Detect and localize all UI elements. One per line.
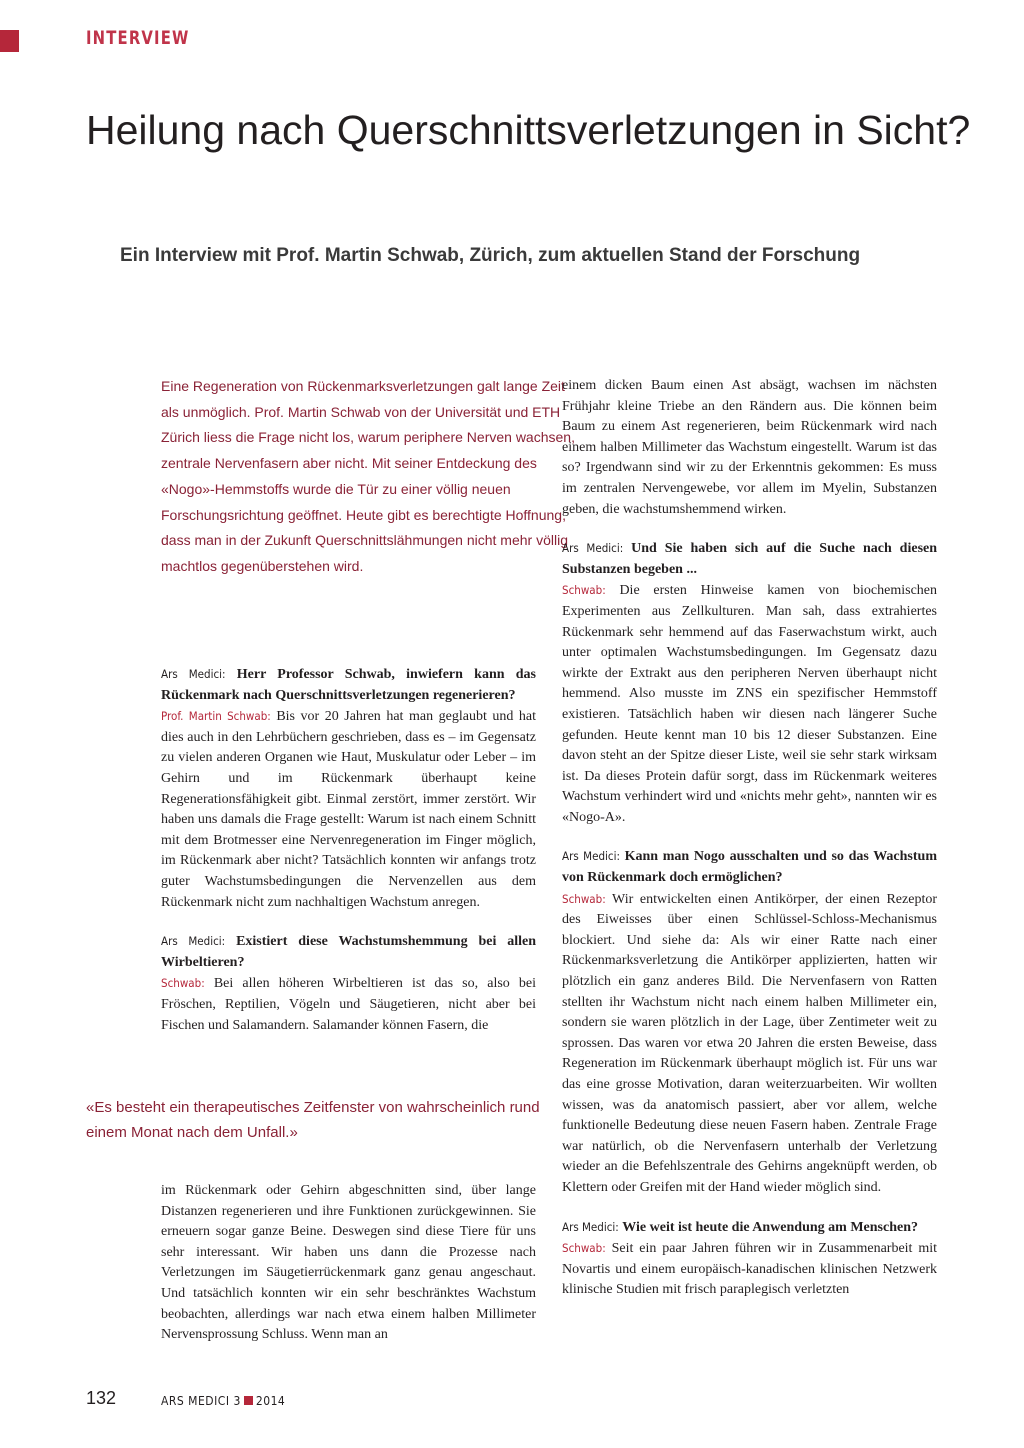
journal-name: ARS MEDICI 3 bbox=[161, 1394, 241, 1408]
question bbox=[562, 538, 937, 580]
answer bbox=[161, 706, 536, 913]
answer-speaker: Schwab: bbox=[161, 976, 205, 991]
question bbox=[161, 664, 536, 706]
question-speaker: Ars Medici: bbox=[161, 667, 226, 681]
question bbox=[562, 846, 937, 888]
answer-speaker: Schwab: bbox=[562, 891, 606, 906]
question-text: Und Sie haben sich auf die Suche nach diesen Substanzen begeben ... bbox=[562, 541, 938, 577]
pull-quote: «Es besteht ein therapeutisches Zeitfenster von wahrscheinlich rund einem Monat nach dem Unfall.» bbox=[86, 1099, 540, 1141]
right-column bbox=[562, 376, 937, 1301]
answer bbox=[161, 973, 536, 1036]
question-text: Herr Professor Schwab, inwiefern kann das Rückenmark nach Querschnittsverletzungen regenerieren? bbox=[161, 667, 536, 703]
question bbox=[562, 1217, 937, 1239]
answer-speaker: Prof. Martin Schwab: bbox=[161, 709, 271, 724]
answer bbox=[562, 580, 937, 828]
left-column-lower bbox=[161, 1181, 536, 1346]
question-text: Existiert diese Wachstumshemmung bei allen Wirbeltieren? bbox=[161, 934, 537, 970]
answer bbox=[562, 1238, 937, 1301]
article-subtitle: Ein Interview mit Prof. Martin Schwab, Zürich, zum aktuellen Stand der Forschung bbox=[120, 245, 861, 266]
answer-text: Seit ein paar Jahren führen wir in Zusammenarbeit mit Novartis und einem europäisch-kanadischen klinischen Netzwerk klinische Studien mit frisch paraplegisch verletzten bbox=[562, 1241, 937, 1298]
question-text: Kann man Nogo ausschalten und so das Wachstum von Rückenmark doch ermöglichen? bbox=[562, 849, 937, 886]
question-speaker: Ars Medici: bbox=[562, 1219, 619, 1234]
answer bbox=[562, 889, 937, 1199]
article-title: Heilung nach Querschnittsverletzungen in Sicht? bbox=[86, 107, 971, 153]
separator-square bbox=[244, 1396, 253, 1405]
answer-text: Bis vor 20 Jahren hat man geglaubt und hat dies auch in den Lehrbüchern geschrieben, dass es – im Gegensatz zu vielen anderen Organen wie Haut, Muskulatur oder Leber – im Gehirn und im Rückenmark überhaupt keine Regenerationsfähigkeit gibt. Einmal zerstört, immer zerstört. Wir haben uns damals die Frage gestellt: Warum ist nach einem Schnitt mit dem Brotmesser eine Nervenregeneration im Finger möglich, im Rückenmark aber nicht? Tatsächlich konnten wir anfangs trotz guter Wachstumsbedingungen die Nervenzellen aus dem Rückenmark nicht zum nachhaltigen Wachstum anregen. bbox=[161, 709, 537, 910]
journal-footer bbox=[161, 1394, 285, 1408]
question bbox=[161, 931, 536, 973]
question-speaker: Ars Medici: bbox=[562, 541, 624, 556]
answer-text: Wir entwickelten einen Antikörper, der einen Rezeptor des Eiweisses über einen Schlüssel-Schloss-Mechanismus blockiert. Und siehe da: Als wir einer Ratte nach einer Rückenmarksverletzung die Antikörper applizierten, hatten wir plötzlich ein ganz anderes Bild. Die Nervenfasern von Ratten stellten ihr Wachstum nicht nach einem halben Millimeter ein, sondern sie waren plötzlich in der Lage, über Zentimeter weit zu sprossen. Das waren vor etwa 20 Jahren die ersten Beweise, dass Regeneration im Rückenmark überhaupt möglich ist. Für uns war das eine grosse Motivation, daran weiterzuarbeiten. Wir wollten wissen, was da anatomisch passiert, aber vor allem, welche funktionelle Bedeutung diese neuen Fasern haben. Zentrale Frage war natürlich, ob die Nervenfasern unterhalb der Verletzung wieder an die Befehlszentrale des Gehirns angeknüpft werden, ob Klettern oder Greifen mit der Hand wieder möglich sind. bbox=[562, 891, 938, 1195]
page-number: 132 bbox=[86, 1388, 117, 1408]
article-lead: Eine Regeneration von Rückenmarksverletzungen galt lange Zeit als unmöglich. Prof. Martin Schwab von der Universität und ETH Zürich liess die Frage nicht los, warum periphere Nerven wachsen, zentrale Nervenfasern aber nicht. Mit seiner Entdeckung des «Nogo»-Hemmstoffs wurde die Tür zu einer völlig neuen Forschungsrichtung geöffnet. Heute gibt es berechtigte Hoffnung, dass man in der Zukunft Querschnittslähmungen nicht mehr völlig machtlos gegenüberstehen wird. bbox=[161, 378, 575, 574]
section-color-bar bbox=[0, 30, 19, 52]
answer-speaker: Schwab: bbox=[562, 1241, 606, 1256]
section-label: INTERVIEW bbox=[86, 27, 190, 49]
body-paragraph: im Rückenmark oder Gehirn abgeschnitten sind, über lange Distanzen regenerieren und ihre Funktionen zurückgewinnen. Sie erneuern sogar ganze Beine. Deswegen sind diese Tiere für uns sehr interessant. Wir haben uns dann die Prozesse nach Verletzungen im Säugetierrückenmark ganz genau angeschaut. Und tatsächlich konnten wir ein sehr beschränktes Wachstum beobachten, allerdings war nach etwa einem halben Millimeter Nervensprossung Schluss. Wenn man an bbox=[161, 1183, 536, 1343]
answer-text: Die ersten Hinweise kamen von biochemischen Experimenten aus Zellkulturen. Man sah, dass extrahiertes Rückenmark sehr hemmend auf das Faserwachstum wirkt, auch unter optimalen Wachstumsbedingungen. Im Gegensatz dazu wirkte der Extrakt aus den peripheren Nerven überhaupt nicht hemmend. Also musste im ZNS ein spezifischer Hemmstoff existieren. Tatsächlich haben wir diesen nach längerer Suche gefunden. Heute kennt man 10 bis 12 dieser Substanzen. Eine davon steht an der Spitze dieser Liste, weil sie sehr stark wirksam ist. Da dieses Protein dafür sorgt, dass im Rückenmark weiteres Wachstum verhindert wird und «nichts mehr geht», nannten wir es «Nogo-A». bbox=[562, 583, 937, 825]
question-speaker: Ars Medici: bbox=[562, 849, 620, 864]
journal-year: 2014 bbox=[255, 1394, 286, 1408]
question-speaker: Ars Medici: bbox=[161, 934, 226, 949]
body-paragraph: einem dicken Baum einen Ast absägt, wachsen im nächsten Frühjahr kleine Triebe an den Rändern aus. Die können beim Baum zu einem Ast regenerieren, beim Rückenmark wird nach einem halben Millimeter das Wachstum eingestellt. Warum ist das so? Irgendwann sind wir zu der Erkenntnis gekommen: Es muss im zentralen Nervengewebe, vor allem im Myelin, Substanzen geben, die wachstumshemmend wirken. bbox=[562, 378, 937, 517]
question-text: Wie weit ist heute die Anwendung am Menschen? bbox=[622, 1219, 918, 1235]
answer-text: Bei allen höheren Wirbeltieren ist das so, also bei Fröschen, Reptilien, Vögeln und Säugetieren, nicht aber bei Fischen und Salamandern. Salamander können Fasern, die bbox=[161, 976, 537, 1033]
left-column-upper bbox=[161, 664, 536, 1036]
answer-speaker: Schwab: bbox=[562, 583, 606, 598]
